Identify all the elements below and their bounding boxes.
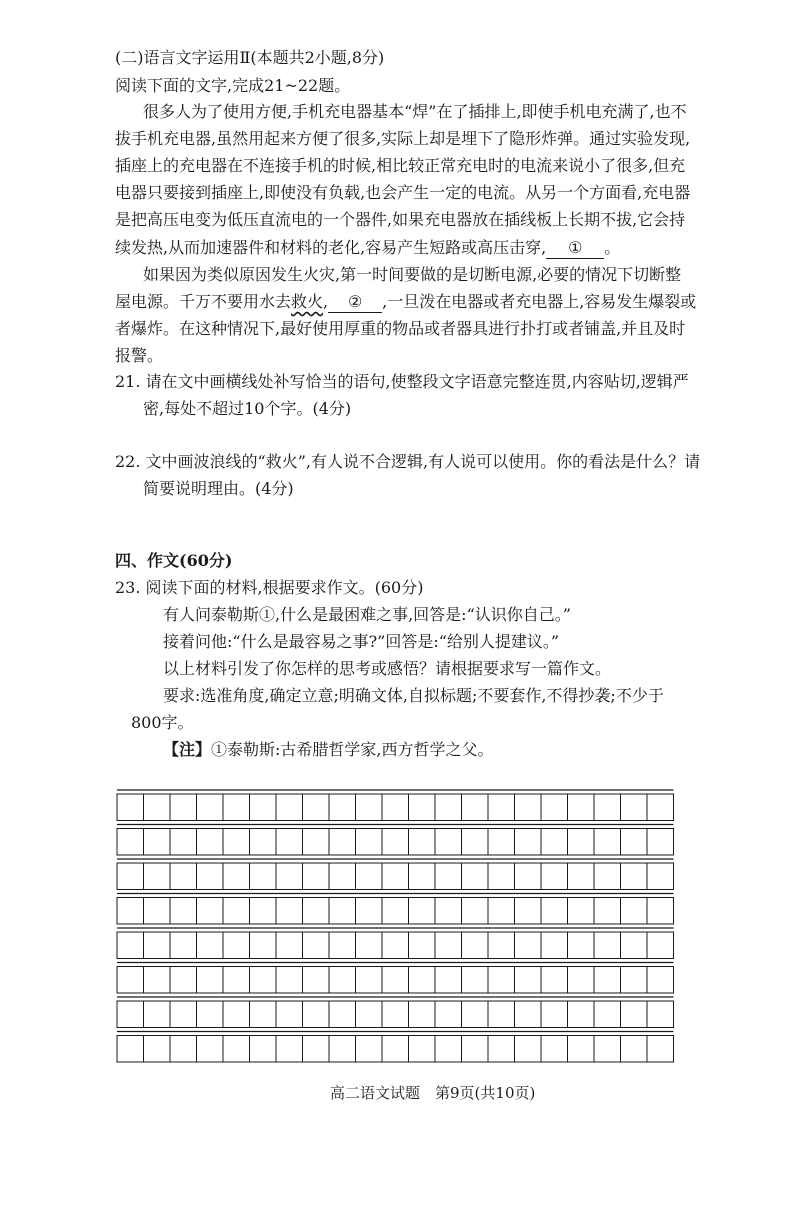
grid-cell[interactable] [144, 829, 171, 856]
composition-grid[interactable] [115, 787, 685, 1065]
passage-text: ,一旦泼在电器或者充电器上,容易发生爆裂或 [382, 292, 697, 311]
wavy-underlined-word: 救火 [291, 292, 324, 311]
material-line-1: 有人问泰勒斯①,什么是最困难之事,回答是:“认识你自己。” [163, 605, 571, 624]
grid-cell[interactable] [144, 863, 171, 890]
grid-cell[interactable] [462, 1036, 489, 1063]
grid-cell[interactable] [144, 794, 171, 821]
grid-cell[interactable] [541, 794, 568, 821]
grid-cell[interactable] [647, 829, 674, 856]
grid-cell[interactable] [409, 1036, 436, 1063]
grid-cell[interactable] [329, 1036, 356, 1063]
grid-cell[interactable] [435, 1001, 462, 1028]
passage-line: 很多人为了使用方便,手机充电器基本“焊”在了插排上,即使手机电充满了,也不 [143, 102, 687, 121]
grid-cell[interactable] [197, 829, 224, 856]
grid-cell[interactable] [382, 794, 409, 821]
grid-cell[interactable] [462, 932, 489, 959]
grid-cell[interactable] [568, 1001, 595, 1028]
grid-cell[interactable] [144, 932, 171, 959]
grid-cell[interactable] [356, 932, 383, 959]
grid-cell[interactable] [515, 932, 542, 959]
requirements-line-1: 要求:选准角度,确定立意;明确文体,自拟标题;不要套作,不得抄袭;不少于 [163, 686, 664, 705]
note-label: 【注】 [163, 740, 212, 759]
section-4-heading: 四、作文(60分) [115, 551, 233, 570]
grid-cell[interactable] [541, 932, 568, 959]
grid-cell[interactable] [170, 1001, 197, 1028]
grid-cell[interactable] [250, 1036, 277, 1063]
passage-line: 是把高压电变为低压直流电的一个器件,如果充电器放在插线板上长期不拔,它会持 [115, 210, 686, 229]
grid-cell[interactable] [276, 932, 303, 959]
grid-cell[interactable] [594, 863, 621, 890]
page-footer: 高二语文试题 第9页(共10页) [330, 1084, 536, 1102]
answer-blank-2: ② [328, 292, 382, 313]
grid-cell[interactable] [223, 932, 250, 959]
grid-cell[interactable] [303, 1036, 330, 1063]
grid-cell[interactable] [541, 967, 568, 994]
grid-cell[interactable] [170, 863, 197, 890]
grid-cell[interactable] [462, 1001, 489, 1028]
grid-cell[interactable] [568, 967, 595, 994]
grid-cell[interactable] [356, 794, 383, 821]
grid-cell[interactable] [594, 1036, 621, 1063]
grid-cell[interactable] [223, 1036, 250, 1063]
grid-cell[interactable] [303, 967, 330, 994]
passage-line: 电器只要接到插座上,即使没有负载,也会产生一定的电流。从另一个方面看,充电器 [115, 183, 691, 202]
grid-cell[interactable] [409, 932, 436, 959]
grid-cell[interactable] [197, 1036, 224, 1063]
grid-cell[interactable] [223, 829, 250, 856]
grid-cell[interactable] [462, 863, 489, 890]
grid-cell[interactable] [435, 829, 462, 856]
grid-cell[interactable] [435, 898, 462, 925]
grid-cell[interactable] [462, 967, 489, 994]
grid-cell[interactable] [594, 932, 621, 959]
grid-cell[interactable] [144, 898, 171, 925]
grid-cell[interactable] [409, 829, 436, 856]
grid-cell[interactable] [250, 932, 277, 959]
note-text: ①泰勒斯:古希腊哲学家,西方哲学之父。 [211, 740, 494, 759]
grid-cell[interactable] [488, 794, 515, 821]
grid-cell[interactable] [382, 829, 409, 856]
grid-cell[interactable] [515, 829, 542, 856]
grid-cell[interactable] [488, 932, 515, 959]
grid-cell[interactable] [170, 898, 197, 925]
grid-cell[interactable] [647, 898, 674, 925]
material-line-2: 接着问他:“什么是最容易之事?”回答是:“给别人提建议。” [163, 632, 560, 651]
grid-cell[interactable] [356, 1036, 383, 1063]
grid-cell[interactable] [170, 1036, 197, 1063]
grid-cell[interactable] [356, 829, 383, 856]
grid-cell[interactable] [144, 967, 171, 994]
grid-cell[interactable] [568, 829, 595, 856]
grid-cell[interactable] [303, 1001, 330, 1028]
grid-cell[interactable] [621, 829, 648, 856]
grid-cell[interactable] [250, 829, 277, 856]
grid-cell[interactable] [329, 863, 356, 890]
grid-cell[interactable] [197, 932, 224, 959]
grid-cell[interactable] [197, 1001, 224, 1028]
grid-cell[interactable] [541, 1001, 568, 1028]
grid-cell[interactable] [488, 1001, 515, 1028]
grid-cell[interactable] [382, 932, 409, 959]
passage-line: 拔手机充电器,虽然用起来方便了很多,实际上却是埋下了隐形炸弹。通过实验发现, [115, 129, 691, 148]
grid-cell[interactable] [568, 863, 595, 890]
grid-cell[interactable] [170, 794, 197, 821]
grid-cell[interactable] [435, 863, 462, 890]
grid-cell[interactable] [621, 932, 648, 959]
grid-cell[interactable] [276, 898, 303, 925]
grid-cell[interactable] [621, 967, 648, 994]
grid-cell[interactable] [382, 967, 409, 994]
grid-cell[interactable] [303, 932, 330, 959]
grid-cell[interactable] [144, 1001, 171, 1028]
grid-cell[interactable] [488, 898, 515, 925]
grid-cell[interactable] [621, 898, 648, 925]
grid-cell[interactable] [541, 1036, 568, 1063]
grid-cell[interactable] [250, 898, 277, 925]
grid-cell[interactable] [117, 932, 144, 959]
grid-cell[interactable] [382, 1001, 409, 1028]
grid-cell[interactable] [329, 898, 356, 925]
grid-cell[interactable] [541, 898, 568, 925]
grid-cell[interactable] [170, 932, 197, 959]
grid-cell[interactable] [223, 1001, 250, 1028]
grid-cell[interactable] [541, 863, 568, 890]
grid-cell[interactable] [356, 898, 383, 925]
grid-cell[interactable] [303, 898, 330, 925]
grid-cell[interactable] [462, 898, 489, 925]
grid-cell[interactable] [223, 898, 250, 925]
passage-text: , [323, 292, 329, 311]
grid-cell[interactable] [409, 967, 436, 994]
material-line-3: 以上材料引发了你怎样的思考或感悟？请根据要求写一篇作文。 [163, 659, 612, 678]
grid-cell[interactable] [276, 863, 303, 890]
grid-cell[interactable] [462, 829, 489, 856]
grid-cell[interactable] [117, 898, 144, 925]
grid-cell[interactable] [515, 1036, 542, 1063]
grid-cell[interactable] [250, 967, 277, 994]
grid-cell[interactable] [382, 863, 409, 890]
passage-line: 者爆炸。在这种情况下,最好使用厚重的物品或者器具进行扑打或者铺盖,并且及时 [115, 319, 686, 338]
grid-cell[interactable] [276, 1036, 303, 1063]
grid-cell[interactable] [594, 1001, 621, 1028]
grid-cell[interactable] [303, 829, 330, 856]
question-22-line-2: 简要说明理由。(4分) [143, 479, 294, 498]
grid-cell[interactable] [276, 967, 303, 994]
grid-cell[interactable] [197, 967, 224, 994]
question-23-prompt: 23. 阅读下面的材料,根据要求作文。(60分) [115, 578, 424, 597]
question-22-line-1: 22. 文中画波浪线的“救火”,有人说不合逻辑,有人说可以使用。你的看法是什么？请 [115, 452, 701, 471]
grid-cell[interactable] [541, 829, 568, 856]
grid-cell[interactable] [356, 1001, 383, 1028]
grid-cell[interactable] [329, 967, 356, 994]
grid-cell[interactable] [117, 794, 144, 821]
grid-cell[interactable] [223, 794, 250, 821]
grid-cell[interactable] [117, 967, 144, 994]
grid-cell[interactable] [250, 794, 277, 821]
section-2-instruction: 阅读下面的文字,完成21~22题。 [115, 76, 351, 95]
grid-cell[interactable] [329, 794, 356, 821]
grid-cell[interactable] [409, 898, 436, 925]
grid-cell[interactable] [594, 829, 621, 856]
grid-cell[interactable] [329, 829, 356, 856]
passage-line: 报警。 [115, 346, 164, 365]
grid-cell[interactable] [382, 1036, 409, 1063]
grid-cell[interactable] [382, 898, 409, 925]
grid-cell[interactable] [515, 1001, 542, 1028]
grid-cell[interactable] [117, 829, 144, 856]
grid-cell[interactable] [435, 794, 462, 821]
question-21-line-1: 21. 请在文中画横线处补写恰当的语句,使整段文字语意完整连贯,内容贴切,逻辑严 [115, 372, 689, 391]
section-2-heading: (二)语言文字运用Ⅱ(本题共2小题,8分) [115, 48, 385, 67]
grid-cell[interactable] [223, 863, 250, 890]
grid-cell[interactable] [197, 794, 224, 821]
grid-cell[interactable] [647, 1036, 674, 1063]
grid-cell[interactable] [647, 794, 674, 821]
grid-cell[interactable] [303, 794, 330, 821]
grid-cell[interactable] [170, 829, 197, 856]
grid-cell[interactable] [117, 863, 144, 890]
grid-cell[interactable] [594, 898, 621, 925]
grid-cell[interactable] [621, 1001, 648, 1028]
annotation-note [163, 738, 494, 762]
grid-cell[interactable] [329, 1001, 356, 1028]
grid-cell[interactable] [568, 794, 595, 821]
grid-cell[interactable] [647, 967, 674, 994]
grid-cell[interactable] [250, 863, 277, 890]
grid-cell[interactable] [276, 829, 303, 856]
grid-cell[interactable] [621, 863, 648, 890]
grid-cell[interactable] [170, 967, 197, 994]
grid-cell[interactable] [647, 863, 674, 890]
grid-cell[interactable] [488, 967, 515, 994]
grid-cell[interactable] [197, 898, 224, 925]
grid-cell[interactable] [462, 794, 489, 821]
grid-cell[interactable] [117, 1036, 144, 1063]
grid-cell[interactable] [409, 863, 436, 890]
grid-cell[interactable] [568, 1036, 595, 1063]
grid-cell[interactable] [568, 932, 595, 959]
grid-cell[interactable] [621, 794, 648, 821]
grid-cell[interactable] [356, 967, 383, 994]
passage-line [115, 290, 696, 314]
passage-line: 如果因为类似原因发生火灾,第一时间要做的是切断电源,必要的情况下切断整 [143, 265, 682, 284]
grid-cell[interactable] [356, 863, 383, 890]
grid-cell[interactable] [435, 967, 462, 994]
grid-cell[interactable] [197, 863, 224, 890]
passage-text: 屋电源。千万不要用水去 [115, 292, 292, 311]
passage-line: 插座上的充电器在不连接手机的时候,相比较正常充电时的电流来说小了很多,但充 [115, 156, 686, 175]
requirements-line-2: 800字。 [131, 713, 194, 732]
answer-blank-1: ① [546, 238, 604, 259]
grid-cell[interactable] [488, 863, 515, 890]
grid-cell[interactable] [223, 967, 250, 994]
question-21-line-2: 密,每处不超过10个字。(4分) [143, 399, 352, 418]
grid-cell[interactable] [435, 932, 462, 959]
grid-cell[interactable] [488, 1036, 515, 1063]
grid-cell[interactable] [515, 898, 542, 925]
grid-cell[interactable] [594, 794, 621, 821]
grid-cell[interactable] [647, 1001, 674, 1028]
grid-cell[interactable] [515, 967, 542, 994]
grid-cell[interactable] [117, 1001, 144, 1028]
grid-cell[interactable] [276, 794, 303, 821]
grid-cell[interactable] [621, 1036, 648, 1063]
grid-cell[interactable] [144, 1036, 171, 1063]
grid-cell[interactable] [250, 1001, 277, 1028]
grid-cell[interactable] [329, 932, 356, 959]
grid-cell[interactable] [303, 863, 330, 890]
grid-cell[interactable] [488, 829, 515, 856]
grid-cell[interactable] [515, 794, 542, 821]
grid-cell[interactable] [647, 932, 674, 959]
grid-cell[interactable] [409, 794, 436, 821]
grid-cell[interactable] [568, 898, 595, 925]
grid-cell[interactable] [409, 1001, 436, 1028]
grid-cell[interactable] [276, 1001, 303, 1028]
passage-line [115, 236, 620, 260]
grid-cell[interactable] [515, 863, 542, 890]
passage-text: 。 [604, 238, 621, 257]
passage-text: 续发热,从而加速器件和材料的老化,容易产生短路或高压击穿, [115, 238, 547, 257]
grid-cell[interactable] [435, 1036, 462, 1063]
grid-cell[interactable] [594, 967, 621, 994]
